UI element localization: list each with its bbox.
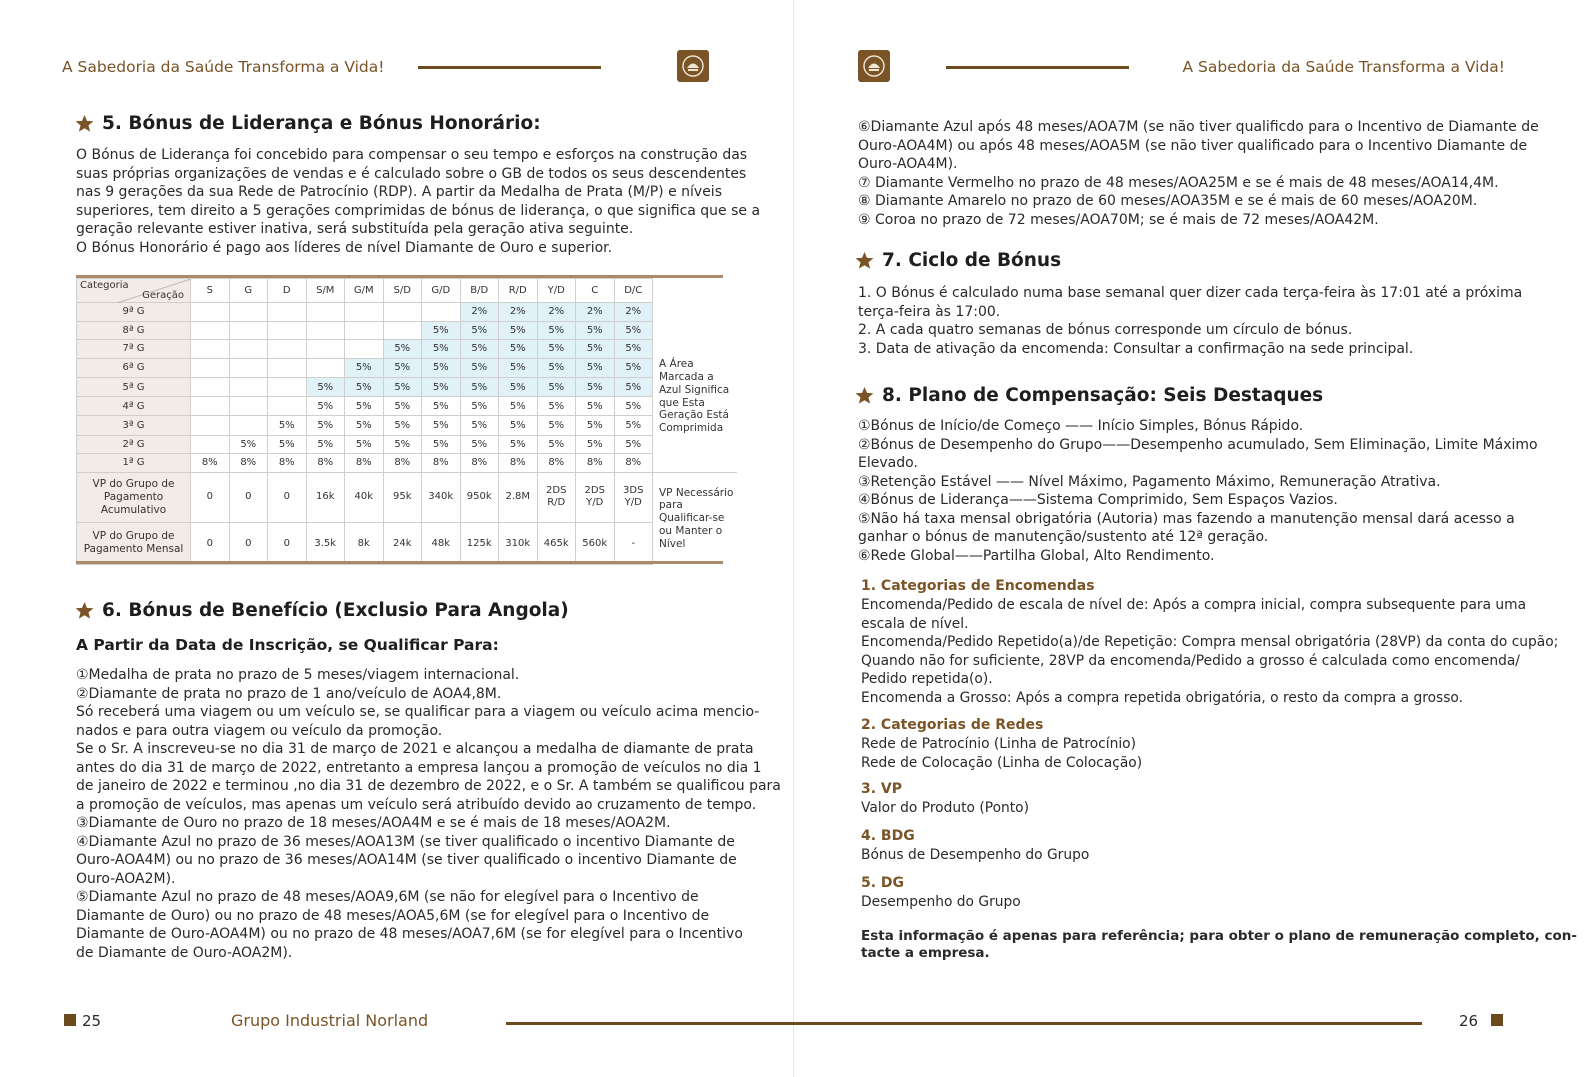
category-line: Valor do Produto (Ponto): [861, 800, 1029, 816]
table-cell: 5%: [345, 416, 384, 435]
header-slogan: A Sabedoria da Saúde Transforma a Vida!: [62, 58, 385, 76]
table-cell: 5%: [460, 397, 499, 416]
category-block: [861, 576, 1558, 707]
footer-rule: [506, 1022, 794, 1025]
table-cell: 5%: [576, 358, 615, 377]
vp-cell: 48k: [422, 522, 461, 564]
table-cell: 5%: [537, 377, 576, 396]
section6-text: [76, 666, 781, 962]
header-slogan: A Sabedoria da Saúde Transforma a Vida!: [1182, 58, 1505, 76]
table-cell: [306, 358, 345, 377]
table-note-spacer: [653, 303, 737, 359]
table-cell: 5%: [537, 321, 576, 340]
star-icon: [75, 114, 94, 133]
category-line: escala de nível.: [861, 615, 969, 632]
star-icon: [75, 601, 94, 620]
table-cell: 5%: [383, 416, 422, 435]
table-cell: 5%: [306, 397, 345, 416]
text-line: tacte a empresa.: [861, 945, 990, 961]
table-cell: 5%: [499, 435, 538, 454]
section6-title: 6. Bónus de Benefício (Exclusio Para Angola): [75, 600, 569, 621]
table-cell: 5%: [422, 340, 461, 359]
generation-label: 8ª G: [77, 321, 191, 340]
text-line: ③Retenção Estável —— Nível Máximo, Pagamento Máximo, Remuneração Atrativa.: [858, 473, 1441, 490]
generation-label: 9ª G: [77, 303, 191, 322]
text-line: antes do dia 31 de março de 2022, entretanto a empresa lançou a promoção de veículos no dia 1: [76, 759, 762, 776]
table-cell: 5%: [345, 397, 384, 416]
text-line: Diamante de Ouro) ou no prazo de 48 meses/AOA5,6M (se for elegível para o Incentivo de: [76, 907, 710, 924]
vp-cell: 0: [268, 522, 307, 564]
text-line: de Diamante de Ouro-AOA2M).: [76, 944, 293, 961]
table-cell: [191, 377, 230, 396]
table-bottom-rule: [76, 561, 723, 564]
table-cell: 8%: [306, 454, 345, 473]
brand-logo-icon: [677, 50, 709, 82]
compressed-area-note: A Área Marcada a Azul Significa que Esta Geração Está Comprimida: [653, 358, 737, 435]
table-cell: 2%: [499, 303, 538, 322]
table-note-spacer: [653, 435, 737, 472]
text-line: 1. O Bónus é calculado numa base semanal quer dizer cada terça-feira às 17:01 até a próxima: [858, 285, 1523, 301]
table-cell: 8%: [268, 454, 307, 473]
table-cell: [268, 358, 307, 377]
table-cell: [229, 416, 268, 435]
category-block: [861, 715, 1142, 772]
category-line: Rede de Colocação (Linha de Colocação): [861, 754, 1143, 771]
corner-generation: Geração: [142, 290, 184, 301]
vp-cell: 310k: [499, 522, 538, 564]
table-cell: 2%: [460, 303, 499, 322]
table-cell: [345, 303, 384, 322]
text-line: ⑨ Coroa no prazo de 72 meses/AOA70M; se é mais de 72 meses/AOA42M.: [858, 211, 1379, 228]
corner-category: Categoria: [80, 280, 129, 291]
text-line: Se o Sr. A inscreveu-se no dia 31 de março de 2021 e alcançou a medalha de diamante de prata: [76, 741, 754, 757]
table-cell: [229, 377, 268, 396]
table-cell: 5%: [499, 416, 538, 435]
table-cell: 8%: [191, 454, 230, 473]
text-line: ②Diamante de prata no prazo de 1 ano/veículo de AOA4,8M.: [76, 685, 502, 702]
section5-text: [76, 146, 760, 257]
table-cell: 8%: [422, 454, 461, 473]
text-line: nados e para outra viagem ou veículo da promoção.: [76, 722, 443, 739]
column-header: G: [229, 279, 268, 303]
table-cell: 8%: [537, 454, 576, 473]
vp-note: VP Necessário para Qualificar-se ou Manter o Nível: [653, 472, 737, 564]
vp-cell: 8k: [345, 522, 384, 564]
category-line: Rede de Patrocínio (Linha de Patrocínio): [861, 736, 1136, 752]
category-line: Pedido repetida(o).: [861, 671, 993, 687]
table-cell: 5%: [422, 377, 461, 396]
table-cell: [229, 397, 268, 416]
table-cell: 5%: [537, 435, 576, 454]
table-cell: 5%: [422, 321, 461, 340]
table-cell: [268, 377, 307, 396]
table-cell: 5%: [306, 377, 345, 396]
header-rule: [946, 66, 1129, 69]
table-cell: [229, 358, 268, 377]
category-title: 2. Categorias de Redes: [861, 717, 1044, 733]
generation-label: 7ª G: [77, 340, 191, 359]
table-cell: 5%: [268, 416, 307, 435]
table-note-spacer: [653, 279, 737, 303]
table-cell: [191, 397, 230, 416]
table-cell: 5%: [576, 397, 615, 416]
section5-title: 5. Bónus de Liderança e Bónus Honorário:: [75, 113, 541, 134]
table-cell: 5%: [499, 321, 538, 340]
table-cell: 5%: [614, 358, 653, 377]
table-cell: 5%: [576, 340, 615, 359]
text-line: ⑥Diamante Azul após 48 meses/AOA7M (se não tiver qualificdo para o Incentivo de Diamante de: [858, 119, 1539, 135]
table-row: [77, 377, 737, 396]
table-cell: 5%: [614, 397, 653, 416]
vp-cell: 125k: [460, 522, 499, 564]
category-title: 1. Categorias de Encomendas: [861, 578, 1095, 594]
table-cell: 5%: [383, 340, 422, 359]
star-icon: [855, 386, 874, 405]
table-cell: [191, 358, 230, 377]
vp-cell: 3DS Y/D: [614, 472, 653, 522]
text-line: geração relevante estiver inativa, será substituída pela geração ativa seguinte.: [76, 221, 634, 237]
table-cell: [191, 340, 230, 359]
table-cell: 5%: [537, 358, 576, 377]
category-title: 3. VP: [861, 781, 903, 797]
table-cell: [306, 340, 345, 359]
table-cell: 8%: [229, 454, 268, 473]
column-header: S/D: [383, 279, 422, 303]
table-cell: [306, 321, 345, 340]
footer-square-icon: [64, 1014, 76, 1026]
section6-subhead: A Partir da Data de Inscrição, se Qualificar Para:: [76, 636, 499, 654]
vp-cell: 2.8M: [499, 472, 538, 522]
table-cell: 5%: [499, 377, 538, 396]
category-line: Bónus de Desempenho do Grupo: [861, 847, 1090, 863]
table-cell: 5%: [383, 397, 422, 416]
table-cell: 5%: [268, 435, 307, 454]
benefit-continued-text: [858, 118, 1539, 229]
generation-label: 1ª G: [77, 454, 191, 473]
footer-rule: [794, 1022, 1422, 1025]
table-cell: 8%: [345, 454, 384, 473]
category-line: Encomenda/Pedido de escala de nível de: Após a compra inicial, compra subsequente para uma: [861, 597, 1527, 613]
table-row: [77, 303, 737, 322]
table-cell: [229, 340, 268, 359]
text-line: nas 9 gerações da sua Rede de Patrocínio (RDP). A partir da Medalha de Prata (M/P) e níveis: [76, 184, 722, 200]
vp-cell: 0: [191, 522, 230, 564]
vp-cell: 0: [229, 522, 268, 564]
table-cell: [383, 303, 422, 322]
table-cell: 5%: [306, 435, 345, 454]
text-line: a promoção de veículos, mas apenas um veículo será atribuído devido ao cruzamento de tempo.: [76, 796, 757, 813]
category-title: 4. BDG: [861, 828, 915, 844]
table-cell: 5%: [345, 377, 384, 396]
table-cell: [422, 303, 461, 322]
column-header: C: [576, 279, 615, 303]
section7-text: [858, 284, 1522, 358]
text-line: ⑧ Diamante Amarelo no prazo de 60 meses/AOA35M e se é mais de 60 meses/AOA20M.: [858, 193, 1478, 209]
vp-cell: 24k: [383, 522, 422, 564]
section7-title: 7. Ciclo de Bónus: [855, 250, 1061, 271]
table-cell: [306, 303, 345, 322]
table-cell: 5%: [614, 340, 653, 359]
table-cell: 2%: [614, 303, 653, 322]
vp-cell: -: [614, 522, 653, 564]
page-number: 26: [1459, 1012, 1479, 1030]
star-icon: [855, 251, 874, 270]
table-cell: 5%: [576, 416, 615, 435]
table-cell: 8%: [614, 454, 653, 473]
table-cell: 5%: [383, 377, 422, 396]
table-cell: 5%: [422, 397, 461, 416]
generation-label: 6ª G: [77, 358, 191, 377]
generation-label: 3ª G: [77, 416, 191, 435]
text-line: Esta informação é apenas para referência; para obter o plano de remuneração completo, con-: [861, 928, 1577, 944]
table-cell: [229, 321, 268, 340]
column-header: D: [268, 279, 307, 303]
text-line: superiores, tem direito a 5 gerações comprimidas de bónus de liderança, o que significa que se a: [76, 202, 761, 219]
table-cell: 2%: [576, 303, 615, 322]
table-cell: 5%: [345, 435, 384, 454]
text-line: ④Bónus de Liderança——Sistema Comprimido, Sem Espaços Vazios.: [858, 492, 1338, 508]
table-cell: 5%: [383, 435, 422, 454]
page-number: 25: [82, 1012, 102, 1030]
table-cell: [268, 397, 307, 416]
table-cell: [229, 303, 268, 322]
column-header: G/D: [422, 279, 461, 303]
vp-monthly-row: [77, 522, 737, 564]
category-line: Desempenho do Grupo: [861, 894, 1021, 910]
category-block: [861, 826, 1089, 865]
table-cell: 5%: [499, 397, 538, 416]
table-cell: 5%: [576, 377, 615, 396]
table-row: [77, 358, 737, 377]
vp-cell: 560k: [576, 522, 615, 564]
text-line: ⑤Diamante Azul no prazo de 48 meses/AOA9,6M (se não for elegível para o Incentivo de: [76, 889, 699, 905]
table-cell: 5%: [576, 321, 615, 340]
text-line: 3. Data de ativação da encomenda: Consultar a confirmação na sede principal.: [858, 340, 1414, 357]
column-header: Y/D: [537, 279, 576, 303]
vp-cell: 2DS Y/D: [576, 472, 615, 522]
text-line: ③Diamante de Ouro no prazo de 18 meses/AOA4M e se é mais de 18 meses/AOA2M.: [76, 815, 671, 831]
section8-title: 8. Plano de Compensação: Seis Destaques: [855, 385, 1323, 406]
text-line: Só receberá uma viagem ou um veículo se, se qualificar para a viagem ou veículo acima mencio-: [76, 704, 760, 720]
table-cell: 2%: [537, 303, 576, 322]
brand-logo-icon: [858, 50, 890, 82]
text-line: 2. A cada quatro semanas de bónus corresponde um círculo de bónus.: [858, 322, 1353, 338]
text-line: ⑦ Diamante Vermelho no prazo de 48 meses/AOA25M e se é mais de 48 meses/AOA14,4M.: [858, 174, 1499, 191]
generation-label: 5ª G: [77, 377, 191, 396]
generation-label: 4ª G: [77, 397, 191, 416]
footer-square-icon: [1491, 1014, 1503, 1026]
text-line: suas próprias organizações de vendas e é calculado sobre o GB de todos os seus descendentes: [76, 165, 747, 182]
table-cell: [268, 340, 307, 359]
text-line: terça-feira às 17:00.: [858, 303, 1001, 320]
category-block: [861, 873, 1021, 912]
vp-cell: 2DS R/D: [537, 472, 576, 522]
table-cell: [191, 435, 230, 454]
table-cell: [268, 303, 307, 322]
vp-cell: 0: [229, 472, 268, 522]
right-page: [794, 0, 1587, 1077]
table-cell: 5%: [422, 435, 461, 454]
table-cell: 5%: [383, 358, 422, 377]
table-cell: 5%: [460, 358, 499, 377]
text-line: O Bónus Honorário é pago aos líderes de nível Diamante de Ouro e superior.: [76, 239, 613, 256]
table-header-row: [77, 279, 737, 303]
table-cell: 5%: [537, 397, 576, 416]
table-corner: [77, 279, 191, 303]
vp-cell: 0: [268, 472, 307, 522]
generation-bonus-table: [76, 278, 737, 565]
vp-accumulative-label: VP do Grupo de Pagamento Acumulativo: [77, 472, 191, 522]
text-line: ④Diamante Azul no prazo de 36 meses/AOA13M (se tiver qualificado o incentivo Diamante de: [76, 833, 735, 850]
text-line: de janeiro de 2022 e terminou ,no dia 31 de dezembro de 2022, e o Sr. A também se qualificou para: [76, 778, 781, 794]
text-line: Ouro-AOA4M) ou no prazo de 36 meses/AOA14M (se tiver qualificado o incentivo Diamante de: [76, 852, 737, 868]
generation-label: 2ª G: [77, 435, 191, 454]
table-cell: 5%: [460, 377, 499, 396]
table-cell: 8%: [460, 454, 499, 473]
text-line: ⑤Não há taxa mensal obrigatória (Autoria) mas fazendo a manutenção mensal dará acesso a: [858, 510, 1515, 527]
text-line: Elevado.: [858, 455, 918, 471]
table-row: [77, 416, 737, 435]
footer-brand: Grupo Industrial Norland: [231, 1011, 429, 1030]
table-cell: 5%: [576, 435, 615, 454]
vp-cell: 950k: [460, 472, 499, 522]
text-line: Ouro-AOA2M).: [76, 870, 176, 887]
table-cell: 5%: [460, 321, 499, 340]
table-cell: 5%: [537, 340, 576, 359]
table-cell: 8%: [576, 454, 615, 473]
text-line: ②Bónus de Desempenho do Grupo——Desempenho acumulado, Sem Eliminação, Limite Máximo: [858, 436, 1538, 453]
table-cell: 5%: [499, 358, 538, 377]
vp-cell: 3.5k: [306, 522, 345, 564]
text-line: ①Bónus de Início/de Começo —— Início Simples, Bónus Rápido.: [858, 418, 1304, 434]
text-line: ⑥Rede Global——Partilha Global, Alto Rendimento.: [858, 547, 1215, 564]
table-cell: 5%: [614, 377, 653, 396]
column-header: S/M: [306, 279, 345, 303]
table-cell: 5%: [614, 416, 653, 435]
table-cell: [268, 321, 307, 340]
table-cell: [345, 340, 384, 359]
table-cell: 5%: [422, 358, 461, 377]
table-cell: 5%: [614, 321, 653, 340]
vp-cell: 16k: [306, 472, 345, 522]
vp-cell: 95k: [383, 472, 422, 522]
table-cell: 5%: [460, 340, 499, 359]
vp-accumulative-row: [77, 472, 737, 522]
table-cell: 5%: [537, 416, 576, 435]
section8-text: [858, 417, 1538, 565]
table-cell: 5%: [422, 416, 461, 435]
table-cell: [345, 321, 384, 340]
table-row: [77, 321, 737, 340]
table-cell: 5%: [460, 435, 499, 454]
disclaimer: [861, 928, 1577, 962]
column-header: D/C: [614, 279, 653, 303]
left-page: [0, 0, 793, 1077]
table-row: [77, 435, 737, 454]
category-line: Encomenda a Grosso: Após a compra repetida obrigatória, o resto da compra a grosso.: [861, 689, 1463, 706]
table-cell: [191, 303, 230, 322]
table-row: [77, 397, 737, 416]
table-cell: [191, 416, 230, 435]
column-header: S: [191, 279, 230, 303]
table-cell: 5%: [229, 435, 268, 454]
category-title: 5. DG: [861, 875, 905, 891]
table-cell: 5%: [345, 358, 384, 377]
category-line: Encomenda/Pedido Repetido(a)/de Repetição: Compra mensal obrigatória (28VP) da conta do cupão;: [861, 634, 1559, 650]
table-row: [77, 454, 737, 473]
header-rule: [418, 66, 601, 69]
table-cell: 8%: [499, 454, 538, 473]
vp-monthly-label: VP do Grupo de Pagamento Mensal: [77, 522, 191, 564]
column-header: G/M: [345, 279, 384, 303]
vp-cell: 465k: [537, 522, 576, 564]
vp-cell: 0: [191, 472, 230, 522]
table-cell: [383, 321, 422, 340]
table-cell: 5%: [460, 416, 499, 435]
text-line: ganhar o bónus de manutenção/sustento até 12ª geração.: [858, 529, 1269, 545]
text-line: O Bónus de Liderança foi concebido para compensar o seu tempo e esforços na construção das: [76, 147, 748, 163]
text-line: Ouro-AOA4M) ou após 48 meses/AOA5M (se não tiver qualificado para o Incentivo Diamante de: [858, 137, 1528, 154]
table-row: [77, 340, 737, 359]
text-line: ①Medalha de prata no prazo de 5 meses/viagem internacional.: [76, 667, 520, 683]
table-cell: [191, 321, 230, 340]
table-cell: 8%: [383, 454, 422, 473]
text-line: Diamante de Ouro-AOA4M) ou no prazo de 48 meses/AOA7,6M (se for elegível para o Incentivo: [76, 926, 743, 942]
text-line: Ouro-AOA4M).: [858, 156, 958, 172]
category-line: Quando não for suficiente, 28VP da encomenda/Pedido a grosso é calculada como encomenda/: [861, 652, 1520, 669]
table-cell: 5%: [499, 340, 538, 359]
table-cell: 5%: [306, 416, 345, 435]
column-header: R/D: [499, 279, 538, 303]
vp-cell: 340k: [422, 472, 461, 522]
table-cell: 5%: [614, 435, 653, 454]
vp-cell: 40k: [345, 472, 384, 522]
category-block: [861, 779, 1029, 818]
column-header: B/D: [460, 279, 499, 303]
